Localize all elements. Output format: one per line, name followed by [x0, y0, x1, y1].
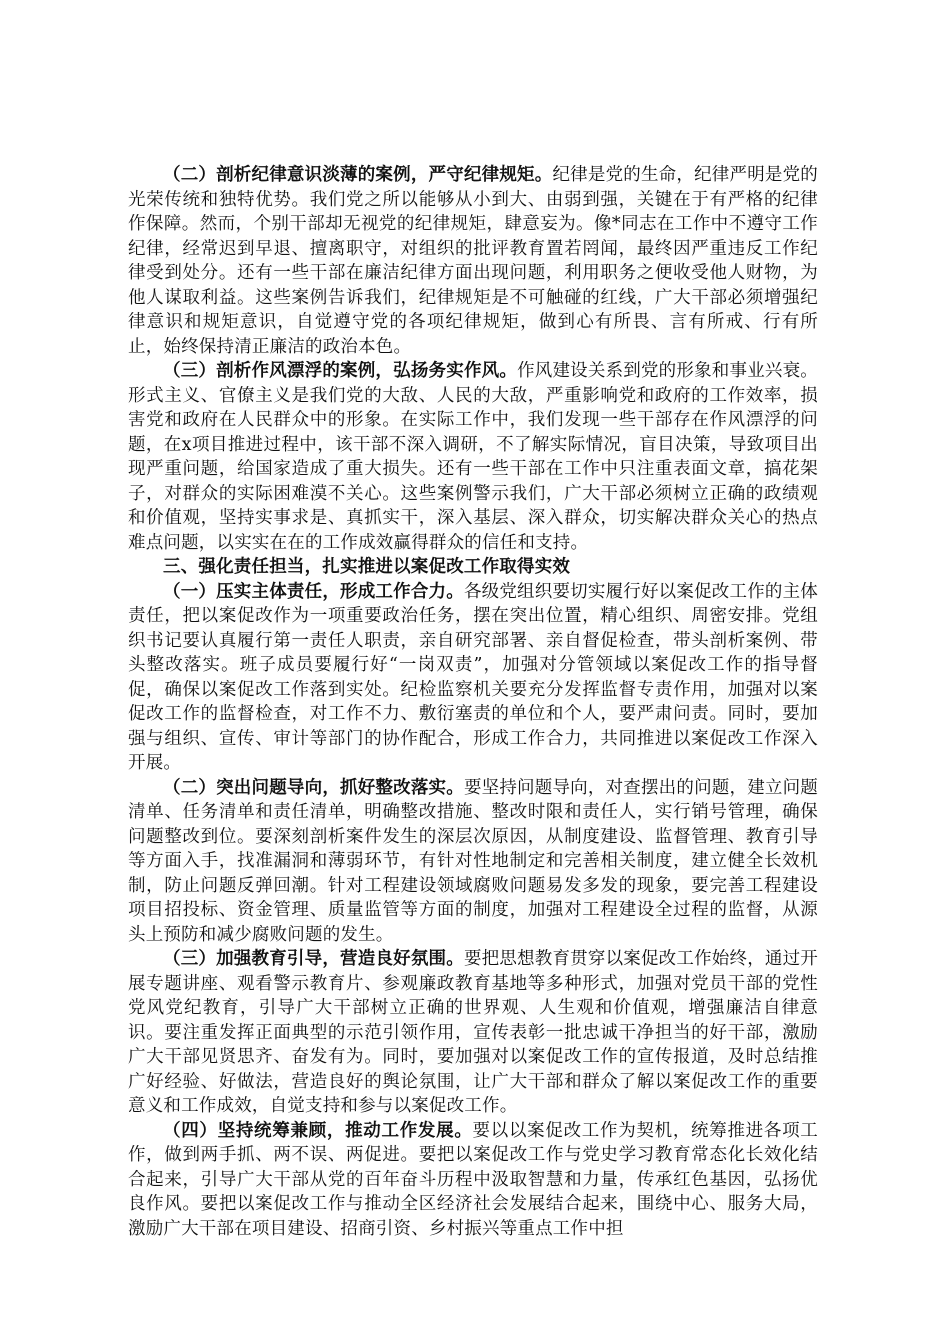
paragraph-heading: （二）剖析纪律意识淡薄的案例，严守纪律规矩。: [163, 165, 553, 185]
paragraph-work-style: [128, 359, 818, 555]
paragraph-body: 要以以案促改工作为契机，统筹推进各项工作，做到两手抓、两不误、两促进。要把以案促改工作与党史学习教育常态化长效化结合起来，引导广大干部从党的百年奋斗历程中汲取智慧和力量，传承红色基因，弘扬优良作风。要把以案促改工作与推动全区经济社会发展结合起来，围绕中心、服务大局，激励广大干部在项目建设、招商引资、乡村振兴等重点工作中担: [128, 1120, 818, 1239]
paragraph-heading: （一）压实主体责任，形成工作合力。: [163, 581, 464, 602]
paragraph-heading: （四）坚持统筹兼顾，推动工作发展。: [163, 1120, 473, 1141]
document-page: [128, 163, 818, 1241]
paragraph-body: 纪律是党的生命，纪律严明是党的光荣传统和独特优势。我们党之所以能够从小到大、由弱到强，关键在于有严格的纪律作保障。然而，个别干部却无视党的纪律规矩，肆意妄为。像*同志在工作中不遵守工作纪律，经常迟到早退、擅离职守，对组织的批评教育置若罔闻，最终因严重违反工作纪律受到处分。还有一些干部在廉洁纪律方面出现问题，利用职务之便收受他人财物，为他人谋取利益。这些案例告诉我们，纪律规矩是不可触碰的红线，广大干部必须增强纪律意识和规矩意识，自觉遵守党的各项纪律规矩，做到心有所畏、言有所戒、行有所止，始终保持清正廉洁的政治本色。: [128, 165, 819, 357]
paragraph-heading: （三）加强教育引导，营造良好氛围。: [163, 949, 464, 969]
paragraph-heading: （三）剖析作风漂浮的案例，弘扬务实作风。: [163, 361, 518, 381]
paragraph-body: 作风建设关系到党的形象和事业兴衰。形式主义、官僚主义是我们党的大敌、人民的大敌，严重影响党和政府的工作效率，损害党和政府在人民群众中的形象。在实际工作中，我们发现一些干部存在作风漂浮的问题，在x项目推进过程中，该干部不深入调研，不了解实际情况，盲目决策，导致项目出现严重问题，给国家造成了重大损失。还有一些干部在工作中只注重表面文章，搞花架子，对群众的实际困难漠不关心。这些案例警示我们，广大干部必须树立正确的政绩观和价值观，坚持实事求是、真抓实干，深入基层、深入群众，切实解决群众关心的热点难点问题，以实实在在的工作成效赢得群众的信任和支持。: [128, 361, 819, 553]
paragraph-body: 要坚持问题导向，对查摆出的问题，建立问题清单、任务清单和责任清单，明确整改措施、整改时限和责任人，实行销号管理，确保问题整改到位。要深刻剖析案件发生的深层次原因，从制度建设、监督管理、教育引导等方面入手，找准漏洞和薄弱环节，有针对性地制定和完善相关制度，建立健全长效机制，防止问题反弹回潮。针对工程建设领域腐败问题易发多发的现象，要完善工程建设项目招投标、资金管理、质量监管等方面的制度，加强对工程建设全过程的监督，从源头上预防和减少腐败问题的发生。: [128, 777, 819, 945]
paragraph-body: 各级党组织要切实履行好以案促改工作的主体责任，把以案促改作为一项重要政治任务，摆在突出位置，精心组织、周密安排。党组织书记要认真履行第一责任人职责，亲自研究部署、亲自督促检查，带头剖析案例、带头整改落实。班子成员要履行好“一岗双责”，加强对分管领域以案促改工作的指导督促，确保以案促改工作落到实处。纪检监察机关要充分发挥监督专责作用，加强对以案促改工作的监督检查，对工作不力、敷衍塞责的单位和个人，要严肃问责。同时，要加强与组织、宣传、审计等部门的协作配合，形成工作合力，共同推进以案促改工作深入开展。: [128, 581, 819, 773]
paragraph-problem-oriented: [128, 776, 818, 948]
paragraph-responsibility: [128, 580, 818, 776]
paragraph-discipline: [128, 163, 818, 359]
paragraph-body: 要把思想教育贯穿以案促改工作始终，通过开展专题讲座、观看警示教育片、参观廉政教育基地等多种形式，加强对党员干部的党性党风党纪教育，引导广大干部树立正确的世界观、人生观和价值观，增强廉洁自律意识。要注重发挥正面典型的示范引领作用，宣传表彰一批忠诚干净担当的好干部，激励广大干部见贤思齐、奋发有为。同时，要加强对以案促改工作的宣传报道，及时总结推广好经验、好做法，营造良好的舆论氛围，让广大干部和群众了解以案促改工作的重要意义和工作成效，自觉支持和参与以案促改工作。: [128, 949, 819, 1116]
paragraph-heading: （二）突出问题导向，抓好整改落实。: [163, 777, 464, 798]
paragraph-education: [128, 947, 818, 1119]
section-heading: 三、强化责任担当，扎实推进以案促改工作取得实效: [163, 557, 571, 577]
paragraph-overall-planning: [128, 1119, 818, 1242]
